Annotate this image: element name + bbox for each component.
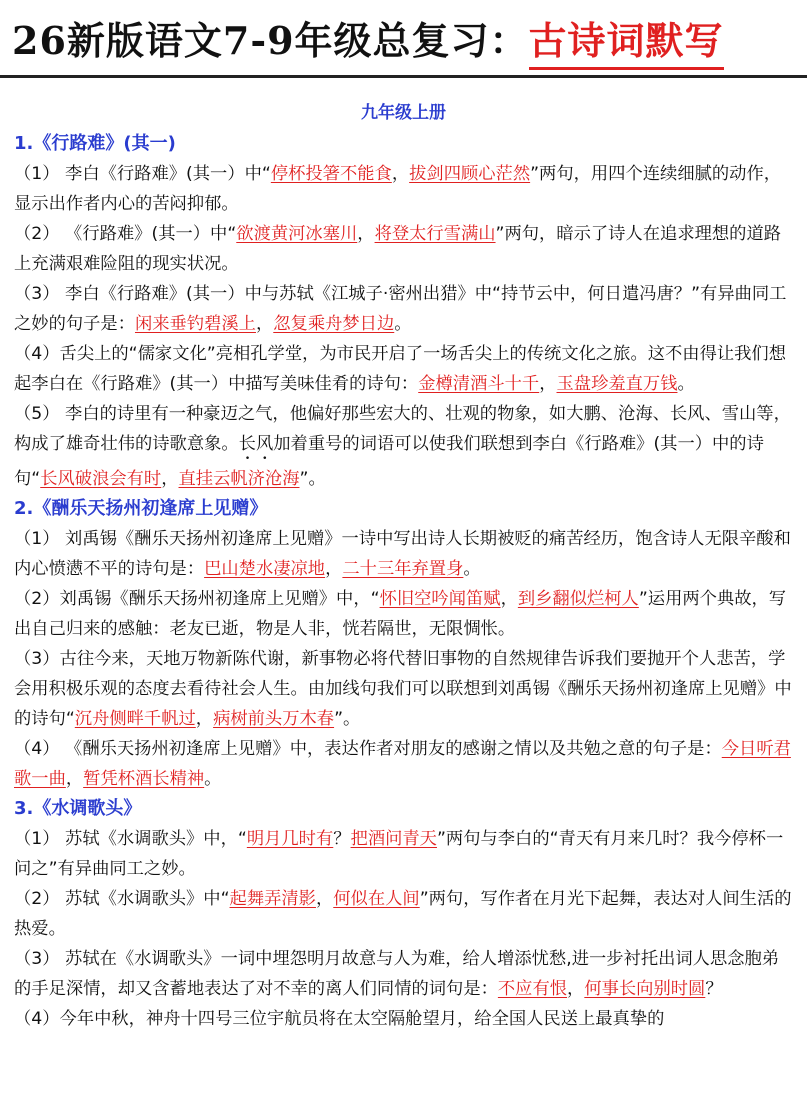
emphasized-word: 长风 xyxy=(238,434,274,454)
answer-line-1: 沉舟侧畔千帆过 xyxy=(74,709,196,729)
answer-line-1: 长风破浪会有时 xyxy=(40,469,162,489)
question-item: （1） 苏轼《水调歌头》中，“明月几时有？把酒问青天”两句与李白的“青天有月来几时？我今停杯一问之”有异曲同工之妙。 xyxy=(14,829,784,879)
answer-line-1: 怀旧空吟闻笛赋 xyxy=(379,589,501,609)
question-item: （2） 《行路难》(其一）中“欲渡黄河冰塞川，将登太行雪满山”两句，暗示了诗人在追求理想的道路上充满艰难险阻的现实状况。 xyxy=(14,224,782,274)
question-item: （1） 李白《行路难》(其一）中“停杯投箸不能食，拔剑四顾心茫然”两句，用四个连续细腻的动作，显示出作者内心的苦闷抑郁。 xyxy=(14,164,782,214)
answer-line-1: 起舞弄清影 xyxy=(229,889,316,909)
question-item: （2）刘禹锡《酬乐天扬州初逢席上见赠》中，“怀旧空吟闻笛赋，到乡翻似烂柯人”运用两个典故，写出自己归来的感触：老友已逝，物是人非，恍若隔世，无限惆怅。 xyxy=(14,589,787,639)
answer-line-1: 停杯投箸不能食 xyxy=(270,164,392,184)
section-title: 1.《行路难》(其一) xyxy=(14,133,176,154)
answer-line-2: 到乡翻似烂柯人 xyxy=(517,589,639,609)
answer-line-1: 不应有恨 xyxy=(497,979,568,999)
section-title: 3.《水调歌头》 xyxy=(14,798,142,819)
answer-line-2: 将登太行雪满山 xyxy=(374,224,496,244)
title-main: 26新版语文7-9年级总复习： xyxy=(12,18,529,63)
answer-line-1: 明月几时有 xyxy=(246,829,334,849)
answer-line-2: 病树前头万木春 xyxy=(213,709,335,729)
answer-line-2: 玉盘珍羞直万钱 xyxy=(556,374,678,394)
answer-line-1: 巴山楚水凄凉地 xyxy=(204,559,326,579)
page-header xyxy=(0,0,807,78)
section-title: 2.《酬乐天扬州初逢席上见赠》 xyxy=(14,498,268,519)
answer-line-2: 何事长向别时圆 xyxy=(584,979,706,999)
answer-line-2: 暂凭杯酒长精神 xyxy=(83,769,205,789)
grade-heading: 九年级上册 xyxy=(361,103,446,123)
title-highlight: 古诗词默写 xyxy=(528,18,724,63)
document-body xyxy=(0,123,807,1034)
question-item: （4） 《酬乐天扬州初逢席上见赠》中，表达作者对朋友的感谢之情以及共勉之意的句子是：今日听君歌一曲，暂凭杯酒长精神。 xyxy=(14,739,791,789)
answer-line-1: 今日听君歌一曲 xyxy=(14,739,791,789)
question-item: （3） 李白《行路难》(其一）中与苏轼《江城子·密州出猎》中“持节云中，何日遣冯唐？”有异曲同工之妙的句子是：闲来垂钓碧溪上，忽复乘舟梦日边。 xyxy=(14,284,787,334)
question-item: （1） 刘禹锡《酬乐天扬州初逢席上见赠》一诗中写出诗人长期被贬的痛苦经历，饱含诗人无限辛酸和内心愤懑不平的诗句是：巴山楚水凄凉地，二十三年弃置身。 xyxy=(14,529,791,579)
answer-line-1: 闲来垂钓碧溪上 xyxy=(134,314,256,334)
question-item: （5） 李白的诗里有一种豪迈之气，他偏好那些宏大的、壮观的物象，如大鹏、沧海、长风、雪山等，构成了雄奇壮伟的诗歌意象。长风加着重号的词语可以使我们联想到李白《行路难》(其一）中的诗句“长风破浪会有时，直挂云帆济沧海”。 xyxy=(14,404,791,489)
answer-line-2: 拔剑四顾心茫然 xyxy=(409,164,531,184)
answer-line-1: 欲渡黄河冰塞川 xyxy=(236,224,358,244)
question-item: （3）古往今来，天地万物新陈代谢，新事物必将代替旧事物的自然规律告诉我们要抛开个人悲苦，学会用积极乐观的态度去看待社会人生。由加线句我们可以联想到刘禹锡《酬乐天扬州初逢席上见赠》中的诗句“沉舟侧畔千帆过，病树前头万木春”。 xyxy=(14,649,792,729)
answer-line-2: 直挂云帆济沧海 xyxy=(178,469,300,489)
answer-line-2: 把酒问青天 xyxy=(350,829,437,849)
page-title xyxy=(12,10,807,70)
title-highlight-wrap xyxy=(529,10,724,70)
question-item: （3） 苏轼在《水调歌头》一词中埋怨明月故意与人为难，给人增添忧愁,进一步衬托出词人思念胞弟的手足深情，却又含蓄地表达了对不幸的离人们同情的词句是：不应有恨，何事长向别时圆？ xyxy=(14,949,780,999)
question-item: （4）舌尖上的“儒家文化”亮相孔学堂，为市民开启了一场舌尖上的传统文化之旅。这不由得让我们想起李白在《行路难》(其一）中描写美味佳肴的诗句：金樽清酒斗十千，玉盘珍羞直万钱。 xyxy=(14,344,786,394)
answer-line-2: 二十三年弃置身 xyxy=(342,559,464,579)
answer-line-2: 忽复乘舟梦日边 xyxy=(273,314,395,334)
answer-line-1: 金樽清酒斗十千 xyxy=(418,374,540,394)
question-item: （4）今年中秋，神舟十四号三位宇航员将在太空隔舱望月，给全国人民送上最真挚的 xyxy=(14,1009,665,1029)
answer-line-2: 何似在人间 xyxy=(333,889,420,909)
question-item: （2） 苏轼《水调歌头》中“起舞弄清影，何似在人间”两句，写作者在月光下起舞，表达对人间生活的热爱。 xyxy=(14,889,792,939)
